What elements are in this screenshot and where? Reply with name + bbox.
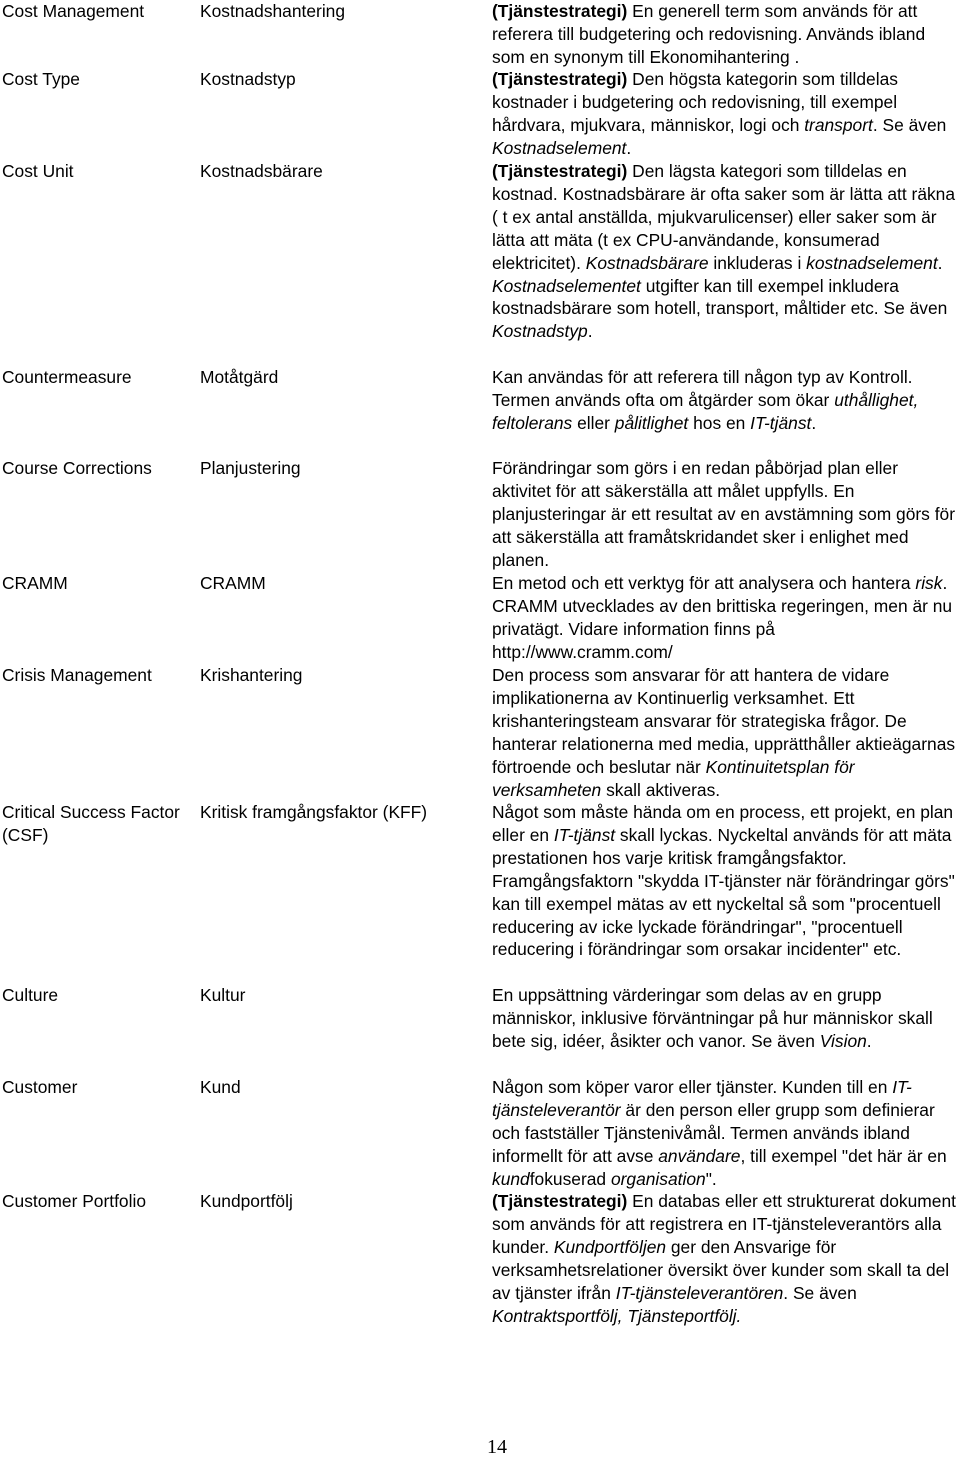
definition-segment: . Se även — [783, 1282, 857, 1303]
entry-translation: Kritisk framgångsfaktor (KFF) — [200, 802, 428, 822]
entry-translation: Kultur — [200, 985, 246, 1005]
definition-segment: Kan användas för att referera till någon typ av Kontroll. Termen används ofta om åtgärder som ökar — [492, 367, 913, 410]
entry-term: Cost Type — [2, 69, 80, 89]
definition-segment: . Se även — [872, 114, 947, 135]
definition-segment: Kostnadselementet — [492, 275, 641, 296]
definition-segment: IT-tjänst — [553, 824, 616, 845]
definition-segment: . — [937, 252, 943, 273]
definition-segment: Kostnadselement — [492, 137, 627, 158]
entry-definition — [492, 664, 960, 801]
definition-segment: användare — [658, 1145, 741, 1166]
definition-segment: kostnadselement — [806, 252, 938, 273]
definition-segment: organisation — [610, 1168, 706, 1189]
definition-segment: Vision — [819, 1030, 867, 1051]
entry-definition — [492, 1190, 960, 1327]
entry-definition — [492, 68, 960, 160]
definition-segment: eller — [572, 412, 615, 433]
entry-term: Critical Success Factor (CSF) — [2, 802, 180, 845]
definition-segment: hos en — [688, 412, 751, 433]
entry-term: Customer — [2, 1077, 78, 1097]
definition-segment: är den person eller grupp som definierar och fastställer Tjänstenivåmål. Termen används ibland informellt för att avse — [492, 1099, 935, 1166]
entry-definition — [492, 801, 960, 961]
definition-segment: (Tjänstestrategi) — [492, 1191, 628, 1211]
entry-definition — [492, 984, 960, 1053]
definition-segment: (Tjänstestrategi) — [492, 1, 628, 21]
definition-segment: , till exempel "det här är en — [740, 1145, 947, 1166]
definition-segment: pålitlighet — [614, 412, 689, 433]
definition-segment: skall aktiveras. — [601, 779, 721, 800]
page-number: 14 — [487, 1436, 507, 1458]
definition-segment: transport — [804, 114, 873, 135]
definition-segment: Den högsta kategorin som tilldelas kostnader i budgetering och redovisning, till exempel hårdvara, mjukvara, människor, logi och — [492, 69, 898, 135]
entry-translation: Kundportfölj — [200, 1191, 293, 1211]
definition-segment: En databas eller ett strukturerat dokument som används för att registrera en IT-tjänsteleverantörs alla kunder. — [492, 1191, 956, 1257]
entry-term: Course Corrections — [2, 458, 152, 478]
entry-definition — [492, 366, 960, 435]
entry-term: Customer Portfolio — [2, 1191, 147, 1211]
definition-segment: IT-tjänsteleverantören — [615, 1282, 784, 1303]
definition-segment: . CRAMM utvecklades av den brittiska regeringen, men är nu privatägt. Vidare information finns på http://www.cramm.com/ — [492, 573, 953, 662]
entry-definition — [492, 160, 960, 343]
entry-term: Crisis Management — [2, 665, 152, 685]
entry-term: Cost Unit — [2, 161, 74, 181]
definition-segment: Kostnadstyp — [492, 321, 588, 342]
entry-translation: Kostnadsbärare — [200, 161, 323, 181]
definition-segment: . — [866, 1030, 872, 1051]
entry-definition — [492, 572, 960, 664]
definition-segment: . — [626, 137, 632, 158]
entry-translation: Krishantering — [200, 665, 303, 685]
entry-definition — [492, 457, 960, 572]
definition-segment: Förändringar som görs i en redan påbörjad plan eller aktivitet för att säkerställa att målet uppfylls. En planjusteringar är ett resultat av en avstämning som görs för att säkerställa att framåtskridandet sker i enlighet med planen. — [492, 458, 956, 570]
entry-definition — [492, 0, 960, 69]
definition-segment: En generell term som används för att referera till budgetering och redovisning. Används ibland som en synonym till Ekonomihantering . — [492, 1, 926, 67]
definition-segment: Kontinuitetsplan för verksamheten — [492, 756, 855, 800]
definition-segment: risk — [915, 573, 943, 593]
definition-segment: fokuserad — [529, 1168, 611, 1189]
definition-segment: (Tjänstestrategi) — [492, 69, 628, 89]
definition-segment: IT-tjänst — [750, 412, 812, 433]
definition-segment: kund — [492, 1168, 530, 1189]
definition-segment: ger den Ansvarige för verksamhetsrelationer översikt över kunder som skall ta del av tjänster ifrån — [492, 1236, 950, 1303]
entry-term: Cost Management — [2, 1, 145, 21]
entry-term: Culture — [2, 985, 59, 1005]
entry-translation: Planjustering — [200, 458, 301, 478]
definition-segment: Kundportföljen — [553, 1236, 667, 1257]
definition-segment: En metod och ett verktyg för att analysera och hantera — [492, 573, 916, 593]
definition-segment: Något som måste hända om en process, ett projekt, en plan eller en — [492, 802, 954, 845]
definition-segment: inkluderas i — [708, 252, 807, 273]
definition-segment: Kostnadsbärare — [585, 252, 709, 273]
entry-term: Countermeasure — [2, 367, 132, 387]
definition-segment: ". — [705, 1168, 717, 1189]
entry-translation: Kostnadstyp — [200, 69, 296, 89]
definition-segment: utgifter kan till exempel inkludera kostnadsbärare som hotell, transport, måltider etc. Se även — [492, 275, 948, 319]
definition-segment: Den lägsta kategori som tilldelas en kostnad. Kostnadsbärare är ofta saker som är lätta att räkna ( t ex antal anställda, mjukvarulicenser) eller saker som är lätta att mäta (t ex CPU-användande, konsumerad elektricitet). — [492, 161, 956, 273]
entry-term: CRAMM — [2, 573, 68, 593]
definition-segment: IT-tjänsteleverantör — [492, 1077, 912, 1120]
definition-segment: Någon som köper varor eller tjänster. Kunden till en — [492, 1077, 893, 1097]
entry-translation: Motåtgärd — [200, 367, 279, 387]
definition-segment: . — [811, 412, 817, 433]
entry-translation: Kostnadshantering — [200, 1, 346, 21]
definition-segment: Den process som ansvarar för att hantera de vidare implikationerna av Kontinuerlig verksamhet. Ett krishanteringsteam ansvarar för strategiska frågor. De hanterar relationerna med media, upprätthåller aktieägarnas förtroende och beslutar när — [492, 665, 956, 777]
entry-translation: Kund — [200, 1077, 241, 1097]
entry-translation: CRAMM — [200, 573, 266, 593]
definition-segment: Kontraktsportfölj, Tjänsteportfölj. — [492, 1305, 742, 1326]
definition-segment: En uppsättning värderingar som delas av en grupp människor, inklusive förväntningar på hur människor skall bete sig, idéer, åsikter och vanor. Se även — [492, 985, 933, 1051]
definition-segment: (Tjänstestrategi) — [492, 161, 628, 181]
definition-segment: . — [587, 321, 593, 342]
definition-segment: skall lyckas. Nyckeltal används för att mäta prestationen hos varje kritisk framgångsfaktor. Framgångsfaktorn "skydda IT-tjänster när förändringar görs" kan till exempel mätas av ett nyckeltal så som "procentuell reducering av icke lyckade förändringar", "procentuell reducering i förändringar som orsakar incidenter" etc. — [492, 824, 955, 960]
entry-definition — [492, 1076, 960, 1191]
definition-segment: uthållighet, feltolerans — [492, 389, 919, 433]
